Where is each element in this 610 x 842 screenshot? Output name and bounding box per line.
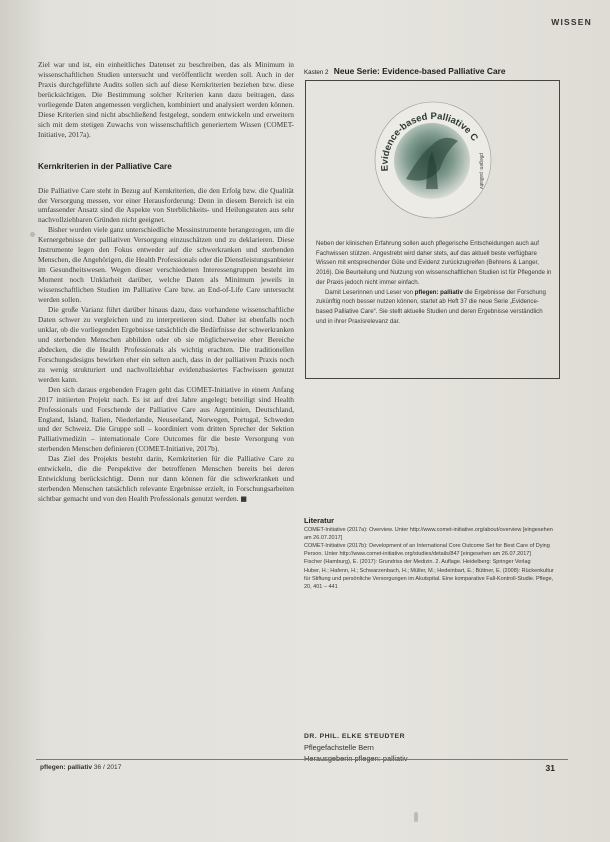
footer-divider bbox=[36, 759, 568, 760]
section-label: WISSEN bbox=[551, 17, 592, 27]
body-paragraph-last bbox=[38, 454, 294, 505]
body-paragraph: Bisher wurden viele ganz unterschiedliche Messinstrumente herangezogen, um die Kernergebnisse der palliativen Versorgung einzuschätzen und zu deklarieren. Diese Instrumente legen den Fokus entweder auf die schwerkranken und sterbenden Menschen, die Angehörigen, die Health Professionals oder die Dienstleistungsanbieter im Gesundheitswesen. Wegen dieser verschiedenen Interessengruppen besteht im Moment noch Unklarheit darüber, welche Daten als Minimum jeweils in wissenschaftlichen Studien im Palliative Care bzw. an End-of-Life Care untersucht werden sollen. bbox=[38, 225, 294, 305]
body-paragraph: Die Palliative Care steht in Bezug auf Kernkriterien, die den Erfolg bzw. die Qualität der Versorgung messen, vor einer Herausforderung: Denn in diesem Bereich ist ein umfassender Ansatz sind die Aspekte von Sterblichkeits- und Heilungsraten aus sehr nachvollziehbaren Gründen nicht geeignet. bbox=[38, 185, 294, 225]
print-speck bbox=[30, 232, 35, 237]
intro-paragraph: Ziel war und ist, ein einheitliches Datenset zu beschreiben, das als Minimum in wissenschaftlichen Studien untersucht und veröffentlicht werden soll. Auch in der Praxis durchgeführte Audits sollen sich auf diese Kernkriterien beziehen bzw. diese berücksichtigen. Die Bestimmung solcher Kriterien kann dazu beitragen, dass vorliegende Daten angemessen verglichen, kombiniert und analysiert werden können. Diese Kriterien sind nicht abschließend festgelegt, sondern entwickeln und erweitern sich mit dem stetigen Zuwachs von wissenschaftlich generiertem Wissen (COMET-Initiative, 2017a). bbox=[38, 60, 294, 139]
info-box-title bbox=[304, 66, 574, 76]
author-affiliation: Pflegefachstelle Bern bbox=[304, 743, 374, 752]
info-box-paragraph: Neben der klinischen Erfahrung sollen auch pflegerische Entscheidungen auch auf Fachwissen stützen. Angestrebt wird daher stets, auf das aktuell beste verfügbare Wissen mit entsprechender Güte und Evidenz zurückzugreifen (Behrens & Langer, 2016). Die Beurteilung und Nutzung von wissenschaftlichen Studien ist für Pflegende in der Praxis jedoch nicht immer einfach. bbox=[316, 240, 552, 286]
info-box-paragraph: Damit Leserinnen und Leser von pflegen: palliativ die Ergebnisse der Forschung zukünftig noch besser nutzen können, startet ab Heft 37 die neue Serie „Evidence-based Palliative Care“. Sie stellt aktuelle Studien und deren Ergebnisse verständlich und in ihrer Praxisrelevanz dar. bbox=[316, 288, 546, 325]
info-box-text bbox=[316, 239, 552, 326]
series-logo-graphic bbox=[366, 93, 500, 227]
literature-entry: Huber, H.; Hafenn, H.; Schwarzenbach, H.; Müller, M.; Hedeinbart, E.; Büttner, E. (2008): Rückenkultur für Stiftung und persönliche Versorgungen im Akutspital. Eine komparative Fall-Kontroll-Studie. Pflege, 20, 401 – 441 bbox=[304, 567, 554, 590]
section-subheading: Kernkriterien in der Palliative Care bbox=[38, 161, 172, 171]
body-paragraph: Die große Varianz führt darüber hinaus dazu, dass vorhandene wissenschaftliche Daten schwer zu vergleichen und zu interpretieren sind. Daher ist ebenfalls noch unklar, ob die vorliegenden Ergebnisse tatsächlich die Bedürfnisse der schwerkranken und sterbenden Menschen abbilden oder ob sie möglicherweise eher Bereiche abdecken, die die Health Professionals als wichtig erachten. Die traditionellen Forschungsdesigns bewirken eher ein selten auch, dass in der palliativen Praxis noch zu wenig strukturiert und nachvollziehbar evidenzbasiertes Fachwissen genutzt werden kann. bbox=[38, 305, 294, 384]
literature-list bbox=[304, 517, 560, 591]
info-box-heading: Neue Serie: Evidence-based Palliative Care bbox=[333, 66, 506, 76]
footer-issue: 36 / 2017 bbox=[93, 764, 122, 771]
literature-heading: Literatur bbox=[304, 516, 334, 525]
body-paragraph-text: Das Ziel des Projekts besteht darin, Kernkriterien für die Palliative Care zu entwickeln, die die Perspektive der betroffenen Menschen bereits bei deren Entwicklung berücksichtigt. Denn nur dann können für die schwerkranken und sterbenden Menschen tatsächlich relevante Ergebnisse erzielt, in Forschungsarbeiten sichtbar gemacht und von den Health Professionals genutzt werden. bbox=[38, 454, 294, 504]
journal-name: pflegen: palliativ bbox=[414, 288, 463, 296]
info-box-label: Kasten 2 bbox=[304, 69, 329, 76]
literature-entry: COMET-Initiative (2017a): Overview. Unter http://www.comet-initiative.org/about/overview [eingesehen am 26.07.2017] bbox=[304, 527, 553, 542]
end-of-article-mark: ■ bbox=[240, 495, 248, 504]
footer-journal-name: pflegen: palliativ bbox=[40, 764, 93, 771]
info-box bbox=[305, 80, 560, 379]
footer-journal bbox=[40, 764, 121, 771]
literature-entry: Fischer (Hamburg), E. (2017): Grundriss der Medizin. 2. Auflage. Heidelberg: Springer Verlag bbox=[304, 559, 531, 566]
body-paragraph: Den sich daraus ergebenden Fragen geht das COMET-Initiative in einem Anfang 2017 initiierten Projekt nach. Es ist auf drei Jahre angelegt; beteiligt sind Health Professionals und Forschende der Palliative Care aus Argentinien, Deutschland, England, Island, Italien, Niederlande, Neuseeland, Norwegen, Portugal, Schweden und der Schweiz. Die Gruppe soll – koordiniert vom dritten Sprecher der Sektion Palliativmedizin – internationale Core Outcomes für die beste Versorgung von sterbenden Menschen definieren (COMET-Initiative, 2017b). bbox=[38, 384, 294, 454]
print-speck bbox=[414, 812, 418, 822]
literature-entry: COMET-Initiative (2017b): Development of an International Core Outcome Set for Best Care of Dying Person. Unter http://www.comet-initiative.org/studies/details/847 [eingesehen am 26.07.2017] bbox=[304, 543, 550, 558]
logo-side-text: pflegen: palliativ bbox=[478, 153, 484, 189]
series-logo bbox=[366, 93, 500, 227]
author-name: DR. PHIL. ELKE STEUDTER bbox=[304, 733, 405, 740]
main-article-column bbox=[38, 60, 294, 505]
logo-arc-text: Evidence-based Palliative C bbox=[379, 111, 480, 172]
page-number: 31 bbox=[545, 763, 555, 773]
